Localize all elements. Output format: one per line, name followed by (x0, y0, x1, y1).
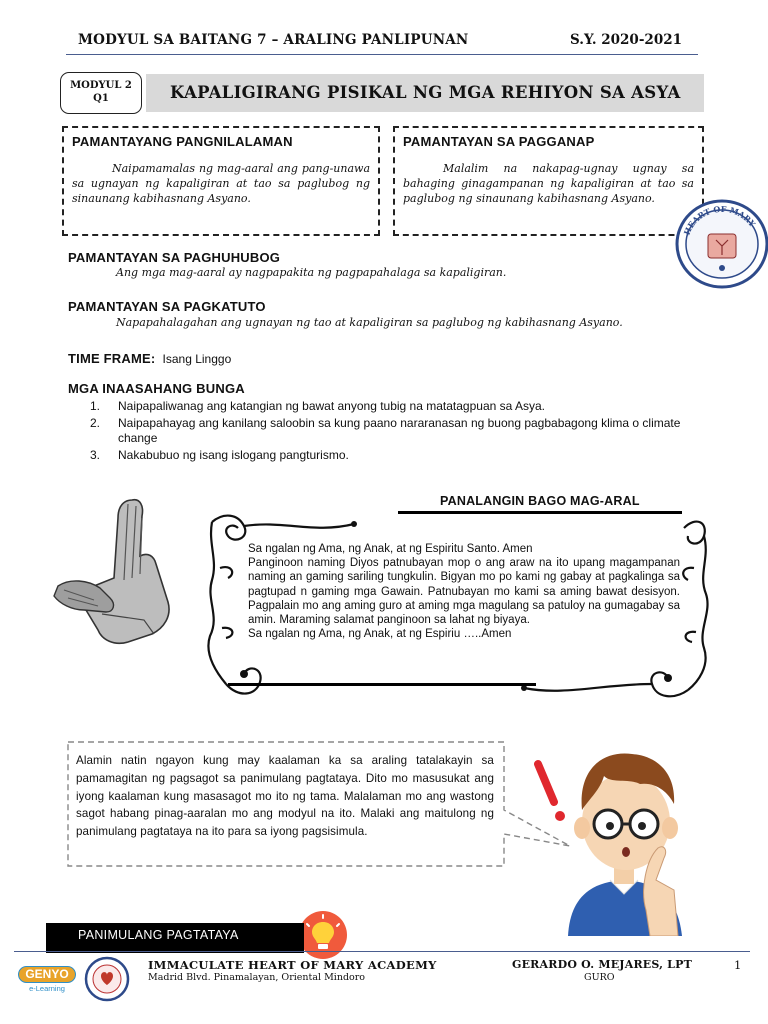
genyo-logo (18, 966, 76, 996)
prayer-heading: PANALANGIN BAGO MAG-ARAL (440, 494, 640, 508)
prayer-closing: Sa ngalan ng Ama, ng Anak, at ng Espiriu …..Amen (248, 628, 512, 641)
module-badge-line2: Q1 (93, 93, 109, 104)
content-standard-box (62, 126, 380, 236)
header-divider (66, 54, 698, 55)
school-name: IMMACULATE HEART OF MARY ACADEMY (148, 958, 437, 972)
page-number: 1 (734, 958, 742, 972)
outcome-text: Naipapaliwanag ang katangian ng bawat anyong tubig na matatagpuan sa Asya. (118, 399, 545, 413)
performance-standard-box (393, 126, 704, 236)
time-frame-label: TIME FRAME: (68, 351, 156, 366)
time-frame-value: Isang Linggo (162, 352, 232, 366)
performance-standard-text: Malalim na nakapag-ugnay ugnay sa bahaging ginagampanan ng kapaligiran at tao sa paglubog ng sinaunang kabihasnang Asyano. (403, 162, 694, 205)
prayer-bottom-rule (228, 683, 536, 686)
outcome-number: 1. (90, 399, 101, 413)
teacher-role: GURO (584, 972, 615, 983)
school-address: Madrid Blvd. Pinamalayan, Oriental Mindoro (148, 972, 366, 983)
page-title: KAPALIGIRANG PISIKAL NG MGA REHIYON SA ASYA (170, 83, 681, 102)
list-item (90, 416, 704, 446)
learning-standard-text: Napapahalagahan ang ugnayan ng tao at kapaligiran sa paglubog ng kabihasnang Asyano. (116, 316, 623, 329)
outcome-number: 2. (90, 416, 101, 430)
genyo-logo-text: GENYO (18, 966, 76, 983)
formation-standard-heading: PAMANTAYAN SA PAGHUHUBOG (68, 250, 281, 265)
module-badge-line1: MODYUL 2 (70, 80, 132, 91)
outcome-text: Nakabubuo ng isang islogang pangturismo. (118, 448, 349, 462)
module-header-title: MODYUL SA BAITANG 7 – ARALING PANLIPUNAN (78, 32, 469, 48)
list-item (90, 448, 704, 463)
prayer-opening: Sa ngalan ng Ama, ng Anak, at ng Espiritu Santo. Amen (248, 543, 533, 555)
intro-text: Alamin natin ngayon kung may kaalaman ka sa araling tatalakayin sa pamamagitan ng pagsagot sa panimulang pagtataya. Dito mo masusukat ang iyong kaalaman kung masasagot mo ito ng tama. Malalaman mo ang wastong sagot habang pinag-aaralan mo ang modyul na ito. Malaki ang maitulong ng panimulang pagtataya na ito para sa iyong pagsisimula. (76, 754, 494, 839)
footer-divider (14, 951, 750, 952)
teacher-name: GERARDO O. MEJARES, LPT (512, 958, 692, 971)
section-bar-label: PANIMULANG PAGTATAYA (78, 928, 239, 942)
outcomes-list (90, 399, 704, 465)
seal-text: HEART OF MARY (681, 203, 758, 237)
performance-standard-heading: PAMANTAYAN SA PAGGANAP (403, 134, 595, 149)
module-badge (60, 72, 142, 114)
content-standard-text: Naipamamalas ng mag-aaral ang pang-unawa sa ugnayan ng kapaligiran at tao sa paglubog ng sinaunang kabihasnang Asyano. (72, 162, 370, 205)
outcomes-heading: MGA INAASAHANG BUNGA (68, 381, 245, 396)
list-item (90, 399, 704, 414)
praying-hands-icon (44, 494, 194, 646)
school-logo-icon (84, 956, 130, 1002)
formation-standard-text: Ang mga mag-aaral ay nagpapakita ng pagpapahalaga sa kapaligiran. (116, 266, 507, 279)
content-standard-heading: PAMANTAYANG PANGNILALAMAN (72, 134, 293, 149)
genyo-logo-sub: e-Learning (29, 984, 65, 993)
school-year: S.Y. 2020-2021 (569, 32, 682, 48)
prayer-text (248, 542, 680, 641)
thinking-boy-icon (528, 740, 698, 936)
outcome-number: 3. (90, 448, 101, 462)
lightbulb-icon (298, 910, 348, 960)
school-seal-icon (672, 198, 768, 290)
outcome-text: Naipapahayag ang kanilang saloobin sa kung paano nararanasan ng buong pagbabagong klima o climate change (118, 416, 681, 445)
learning-standard-heading: PAMANTAYAN SA PAGKATUTO (68, 299, 266, 314)
time-frame (68, 348, 231, 367)
prayer-body: Panginoon naming Diyos patnubayan mop o ang araw na ito upang magampanan naming an gaming sariling tungkulin. Bigyan mo po kami ng gabay at pagkalinga sa pagtupad n gaming mga Gawain. Patnubayan mo kami sa aming bawat desisyon. Pagpalain mo ang aming guro at aming mga magulang sa patuloy na gumagabay sa amin. Maraming salamat panginoon sa lahat ng biyaya. (248, 557, 680, 627)
